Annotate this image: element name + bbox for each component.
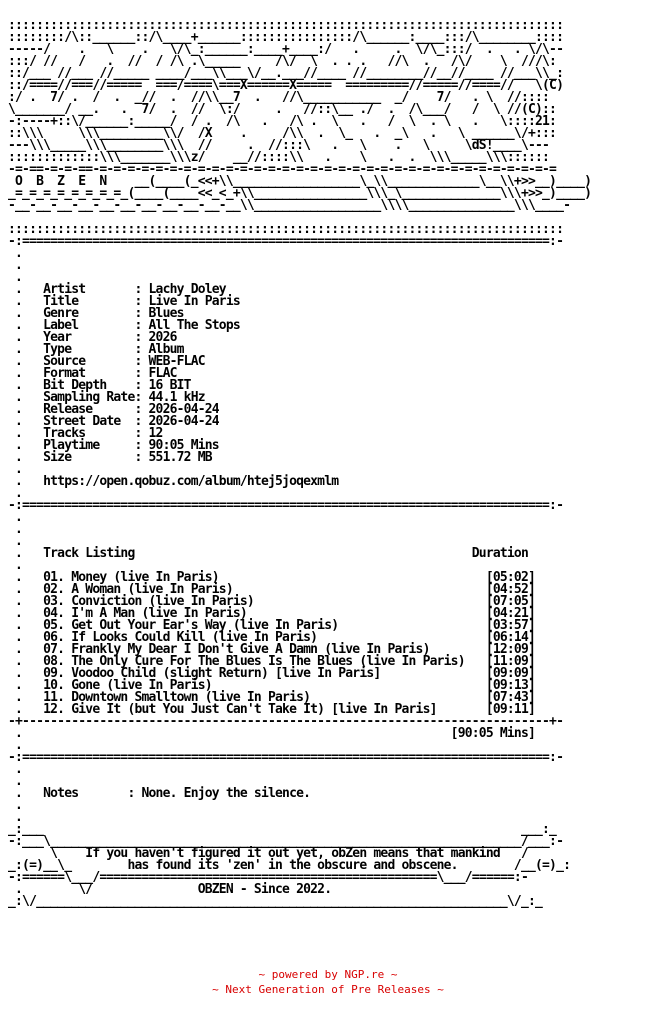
tagline-line: _:(=)__\_ has found its 'zen' in the obscure and obscene. /__(=)_:: [8, 858, 571, 873]
margin-dots: .: [8, 534, 23, 549]
info-field: . Source : WEB-FLAC: [8, 354, 205, 369]
info-field: . Tracks : 12: [8, 426, 163, 441]
margin-dots: .: [8, 798, 23, 813]
frame-top: _:___ ___:_: [8, 822, 557, 837]
margin-dots: .: [8, 558, 23, 573]
margin-dots: .: [8, 270, 23, 285]
track-row: . 07. Frankly My Dear I Don't Give A Damn (live In Paris) [12:09]: [8, 642, 536, 657]
nfo-document: [8, 20, 591, 908]
margin-dots: .: [8, 462, 23, 477]
margin-dots: .: [8, 246, 23, 261]
logo-ascii-line: :::::::::::::::::::::::::::::::::::::::::::::::::::::::::::::::::::::::::::::::: [8, 18, 564, 33]
notes-line: . Notes : None. Enjoy the silence.: [8, 786, 311, 801]
logo-ascii-line: ::\\\ \\\_________\\/ /X . /\\ . \_ . _\ . \ ______\/+:::: [8, 126, 557, 141]
track-row: . 03. Conviction (live In Paris) [07:05]: [8, 594, 536, 609]
info-field: . Year : 2026: [8, 330, 177, 345]
logo-ascii-line: \_______/ __. . 7/ . // \:/ . //::\__ ./ . /\___/ / \ //(C)::: [8, 102, 557, 117]
tagline-line: \ If you haven't figured it out yet, obZen means that mankind /: [8, 846, 528, 861]
margin-dots: .: [8, 774, 23, 789]
rule-divider: -:===========================================================================:-: [8, 750, 564, 765]
album-url: . https://open.qobuz.com/album/htej5joqexmlm: [8, 474, 339, 489]
margin-dots: .: [8, 810, 23, 825]
total-duration: . [90:05 Mins]: [8, 726, 536, 741]
info-field: . Playtime : 90:05 Mins: [8, 438, 219, 453]
logo-ascii-line: :::/ // / . // / /\ .\_____ /\/ \ . . . //\ . /\/ \ ///\:: [8, 54, 557, 69]
info-field: . Artist : Lachy Doley: [8, 282, 226, 297]
info-field: . Format : FLAC: [8, 366, 177, 381]
rule-divider: -:===========================================================================:-: [8, 498, 564, 513]
logo-ascii-line: _=_=_=_=_=_=_=_=_(____(____<<_<_+\\________________\\\_\______________\\\+>>_)____): [8, 186, 592, 201]
margin-dots: .: [8, 522, 23, 537]
info-field: . Street Date : 2026-04-24: [8, 414, 219, 429]
powered-by-text: ~ powered by NGP.re ~: [258, 968, 398, 981]
tracklist-heading: . Track Listing Duration: [8, 546, 528, 561]
logo-ascii-line: O B Z E N __(____(_<<+\\__________________\_\\_____________\__\\+>>__)____): [8, 174, 592, 189]
logo-ascii-line: -__-__-__-__-__-__-__-__-__-__-__\\__________________\\\\_______________\\\____-: [8, 198, 571, 213]
track-row: . 04. I'm A Man (live In Paris) [04:21]: [8, 606, 536, 621]
signature-line: . \/ OBZEN - Since 2022.: [8, 882, 332, 897]
track-row: . 08. The Only Cure For The Blues Is The Blues (live In Paris) [11:09]: [8, 654, 536, 669]
info-field: . Bit Depth : 16 BIT: [8, 378, 191, 393]
logo-ascii-line: ::/====//===//===== ===/====\===X======X===== =========//=====//====// \(C): [8, 78, 564, 93]
margin-dots: .: [8, 762, 23, 777]
info-field: . Sampling Rate: 44.1 kHz: [8, 390, 205, 405]
frame-bottom: -:======\___/================================================\___/======:-: [8, 870, 528, 885]
margin-dots: .: [8, 486, 23, 501]
logo-ascii-line: -----/ . \ . \/\_:______:____+____:/ . . \/\_:::/ . . \/\--: [8, 42, 564, 57]
footer-subtitle: ~ Next Generation of Pre Releases ~: [212, 983, 444, 996]
dotted-divider: :::::::::::::::::::::::::::::::::::::::::::::::::::::::::::::::::::::::::::::::: [8, 222, 564, 237]
track-row: . 11. Downtown Smalltown (live In Paris) [07:43]: [8, 690, 536, 705]
logo-ascii-line: -=-==-=-=-==-=-=-=-=-=-=-=-=-=-=-=-=-=-=-=-=-=-=-=-=-=-=-=-=-=-=-=-=-=-=-=-=-=: [8, 162, 557, 177]
info-field: . Release : 2026-04-24: [8, 402, 219, 417]
dashed-divider: -+---------------------------------------------------------------------------+-: [8, 714, 564, 729]
track-row: . 06. If Looks Could Kill (live In Paris) [06:14]: [8, 630, 536, 645]
track-row: . 10. Gone (live In Paris) [09:13]: [8, 678, 536, 693]
margin-dots: .: [8, 738, 23, 753]
info-field: . Genre : Blues: [8, 306, 184, 321]
track-row: . 05. Get Out Your Ear's Way (live In Paris) [03:57]: [8, 618, 536, 633]
info-field: . Size : 551.72 MB: [8, 450, 212, 465]
track-row: . 02. A Woman (live In Paris) [04:52]: [8, 582, 536, 597]
logo-ascii-line: -:----+::\/______:_____/ / . /\ . /\ . \ . / \ . \ . \::::21:: [8, 114, 557, 129]
frame-rule: -:___\___________________________________________________________________/___:-: [8, 834, 564, 849]
track-row: . 01. Money (live In Paris) [05:02]: [8, 570, 536, 585]
margin-dots: .: [8, 510, 23, 525]
logo-ascii-line: :/ . 7/ . / . _// . //\\__7 . //\___________ _/ 7/ . \ //::::: [8, 90, 550, 105]
frame-end: _:\/___________________________________________________________________\/_:_: [8, 894, 543, 909]
track-row: . 09. Voodoo Child (slight Return) [live In Paris] [09:09]: [8, 666, 536, 681]
rule-divider: -:===========================================================================:-: [8, 234, 564, 249]
logo-ascii-line: ::/___ //___ //_____ ____/___\\___\/__.___//____ //________//__//____ //___\\_:: [8, 66, 564, 81]
track-row: . 12. Give It (but You Just Can't Take It) [live In Paris] [09:11]: [8, 702, 536, 717]
logo-ascii-line: ::::::::/\::______::/\____+______::::::::::::::::/\______:____:::/\________::::: [8, 30, 564, 45]
logo-ascii-line: ---\\\_____\\\________\\\ // . //:::\ . \ . \ \dS!____\---: [8, 138, 550, 153]
info-field: . Title : Live In Paris: [8, 294, 240, 309]
info-field: . Type : Album: [8, 342, 184, 357]
info-field: . Label : All The Stops: [8, 318, 240, 333]
margin-dots: .: [8, 258, 23, 273]
logo-ascii-line: :::::::::::::\\\_______\\\z/ __//::::\\ . \ . . \\\_____\\\::::::: [8, 150, 550, 165]
